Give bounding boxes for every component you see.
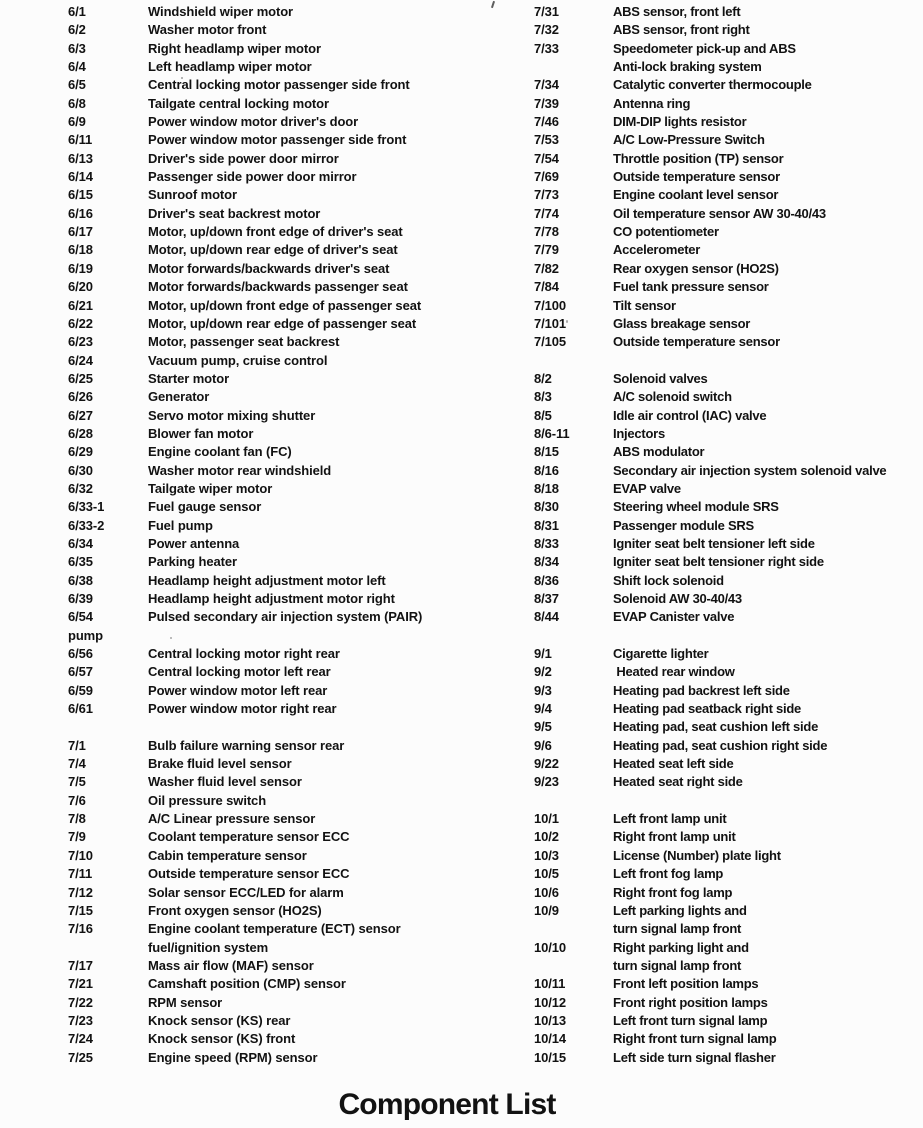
component-code: 7/1 <box>68 737 86 753</box>
component-code: 8/44 <box>534 609 559 625</box>
component-code: 8/36 <box>534 572 559 588</box>
component-group <box>0 370 923 627</box>
component-description: Heating pad, seat cushion right side <box>613 737 828 753</box>
component-code: 6/25 <box>68 370 93 386</box>
component-description: ABS sensor, front right <box>613 22 750 38</box>
component-row <box>0 95 923 113</box>
component-code: 6/22 <box>68 315 93 331</box>
component-code: 6/3 <box>68 40 86 56</box>
component-code: 10/12 <box>534 994 567 1010</box>
component-code: 8/37 <box>534 591 559 606</box>
component-description: Speedometer pick-up and ABS <box>613 40 796 56</box>
component-row <box>0 994 923 1012</box>
component-code: 7/9 <box>68 829 86 845</box>
component-description: Catalytic converter thermocouple <box>613 77 812 93</box>
component-code: 6/34 <box>68 535 93 551</box>
component-code: pump <box>68 627 103 643</box>
component-code: 10/1 <box>534 811 559 827</box>
component-description: Left headlamp wiper motor <box>148 59 312 75</box>
component-group <box>0 810 923 1067</box>
component-row <box>0 443 923 461</box>
component-description: A/C solenoid switch <box>613 389 732 405</box>
component-description: Heated rear window <box>613 664 735 680</box>
component-description: Motor forwards/backwards driver's seat <box>148 260 390 276</box>
component-description: ABS sensor, front left <box>613 4 741 19</box>
component-description: turn signal lamp front <box>613 921 742 937</box>
component-code: 7/6 <box>68 792 86 808</box>
component-code: 6/26 <box>68 389 93 405</box>
component-code: 9/6 <box>534 737 552 753</box>
component-description: Left front fog lamp <box>613 866 724 882</box>
component-description: Camshaft position (CMP) sensor <box>148 976 346 992</box>
component-description: Passenger module SRS <box>613 517 754 533</box>
component-row <box>0 1012 923 1030</box>
component-description: Central locking motor left rear <box>148 664 331 680</box>
component-code: 6/18 <box>68 242 93 258</box>
component-description: License (Number) plate light <box>613 847 781 863</box>
component-row <box>0 957 923 975</box>
component-code: 8/31 <box>534 517 559 533</box>
component-row <box>0 131 923 149</box>
component-description: Fuel gauge sensor <box>148 499 262 515</box>
component-code: 10/3 <box>534 847 559 863</box>
component-row <box>0 884 923 902</box>
component-code: 7/10 <box>68 847 93 863</box>
component-description: Motor, up/down rear edge of driver's seat <box>148 242 398 258</box>
component-code: 7/32 <box>534 22 559 38</box>
component-description: Central locking motor right rear <box>148 646 340 662</box>
component-description: Igniter seat belt tensioner left side <box>613 535 815 551</box>
component-description: Rear oxygen sensor (HO2S) <box>613 260 779 276</box>
component-description: Passenger side power door mirror <box>148 169 357 185</box>
component-code: 7/74 <box>534 205 559 221</box>
component-row <box>0 150 923 168</box>
right-column <box>0 3 923 1067</box>
component-row <box>0 278 923 296</box>
component-description: Motor, up/down front edge of passenger seat <box>148 297 422 313</box>
component-description: Washer motor front <box>148 22 267 38</box>
component-description: CO potentiometer <box>613 224 719 240</box>
component-code: 6/54 <box>68 609 93 625</box>
component-row <box>0 407 923 425</box>
component-description: Knock sensor (KS) front <box>148 1031 296 1047</box>
component-row <box>0 572 923 590</box>
component-description: Steering wheel module SRS <box>613 499 779 515</box>
component-code: 8/2 <box>534 370 552 386</box>
component-description: Central locking motor passenger side front <box>148 77 410 93</box>
component-code: 6/17 <box>68 224 93 240</box>
component-code: 7/46 <box>534 114 559 130</box>
component-description: Blower fan motor <box>148 425 254 441</box>
component-description: Engine coolant level sensor <box>613 187 779 203</box>
component-description: Right headlamp wiper motor <box>148 40 321 56</box>
component-description: Vacuum pump, cruise control <box>148 352 328 368</box>
component-code: 6/32 <box>68 480 93 496</box>
component-description: EVAP Canister valve <box>613 609 735 625</box>
component-description: Motor forwards/backwards passenger seat <box>148 279 408 295</box>
component-code: 10/2 <box>534 829 559 845</box>
component-description: A/C Linear pressure sensor <box>148 811 316 827</box>
component-code: 6/30 <box>68 462 93 478</box>
component-description: Accelerometer <box>613 242 701 258</box>
component-description: Motor, up/down rear edge of passenger seat <box>148 315 417 331</box>
component-row <box>0 902 923 920</box>
component-row <box>0 847 923 865</box>
component-code: 10/9 <box>534 902 559 918</box>
component-code: 6/13 <box>68 150 93 166</box>
component-code: 7/16 <box>68 921 93 937</box>
component-description: Power window motor left rear <box>148 682 328 698</box>
component-row <box>0 737 923 755</box>
component-row <box>0 975 923 993</box>
page-title: Component List <box>338 1088 556 1121</box>
component-code: 7/69 <box>534 169 559 185</box>
component-description: Solenoid AW 30-40/43 <box>613 591 742 606</box>
component-code: 6/59 <box>68 682 93 698</box>
component-code: 7/33 <box>534 40 559 56</box>
component-code: 6/21 <box>68 297 93 313</box>
component-code: 10/6 <box>534 884 559 900</box>
component-code: 6/9 <box>68 114 86 130</box>
component-row <box>0 517 923 535</box>
component-description: Driver's seat backrest motor <box>148 205 321 221</box>
component-description: Engine coolant fan (FC) <box>148 444 292 460</box>
component-description: Solar sensor ECC/LED for alarm <box>148 884 344 900</box>
component-description: Left parking lights and <box>613 902 747 918</box>
component-row <box>0 40 923 58</box>
component-code: 7/8 <box>68 811 86 827</box>
component-code: 7/31 <box>534 4 559 19</box>
component-description: Motor, passenger seat backrest <box>148 334 340 350</box>
component-code: 9/22 <box>534 756 559 772</box>
component-description: Front left position lamps <box>613 976 759 992</box>
component-description: Knock sensor (KS) rear <box>148 1012 291 1028</box>
component-row <box>0 590 923 608</box>
component-row <box>0 682 923 700</box>
component-code: 6/57 <box>68 664 93 680</box>
component-description: Pulsed secondary air injection system (PAIR) <box>148 609 423 625</box>
component-description: Power window motor passenger side front <box>148 132 407 148</box>
component-description: Solenoid valves <box>613 370 708 386</box>
component-code: 6/14 <box>68 169 93 185</box>
component-code: 6/38 <box>68 572 93 588</box>
component-code: 8/5 <box>534 407 552 423</box>
component-description: Washer motor rear windshield <box>148 462 332 478</box>
component-description: Generator <box>148 389 210 405</box>
component-code: 10/13 <box>534 1012 567 1028</box>
component-description: Igniter seat belt tensioner right side <box>613 554 824 570</box>
component-code: 8/30 <box>534 499 559 515</box>
component-code: 6/8 <box>68 95 86 111</box>
component-description: Front right position lamps <box>613 994 768 1010</box>
component-description: Right front lamp unit <box>613 829 736 845</box>
component-group <box>0 3 923 352</box>
component-description: A/C Low-Pressure Switch <box>613 132 765 148</box>
component-code: 7/22 <box>68 994 93 1010</box>
component-description: Power window motor driver's door <box>148 114 359 130</box>
component-description: Fuel tank pressure sensor <box>613 279 769 295</box>
component-code: 8/6-11 <box>534 425 570 441</box>
component-description: Headlamp height adjustment motor right <box>148 591 395 606</box>
component-description: Servo motor mixing shutter <box>148 407 316 423</box>
component-code: 9/1 <box>534 646 552 662</box>
component-code: 9/4 <box>534 701 552 717</box>
component-description: Engine speed (RPM) sensor <box>148 1049 318 1065</box>
component-description: Heated seat right side <box>613 774 743 790</box>
component-description: Tailgate wiper motor <box>148 480 273 496</box>
component-code: 7/11 <box>68 866 93 882</box>
component-description: Tilt sensor <box>613 297 676 313</box>
component-row <box>0 645 923 663</box>
component-description: Heating pad seatback right side <box>613 701 802 717</box>
component-row <box>0 113 923 131</box>
component-code: 8/33 <box>534 535 559 551</box>
component-code: 9/5 <box>534 719 552 735</box>
component-code: 7/12 <box>68 884 93 900</box>
component-row <box>0 58 923 76</box>
component-code: 6/61 <box>68 701 93 717</box>
component-code: 10/5 <box>534 866 559 882</box>
component-row <box>0 462 923 480</box>
component-code: 7/73 <box>534 187 559 203</box>
component-row <box>0 223 923 241</box>
component-code: 7/54 <box>534 150 559 166</box>
component-code: 9/23 <box>534 774 559 790</box>
component-row <box>0 186 923 204</box>
component-row <box>0 700 923 718</box>
component-code: 10/10 <box>534 939 567 955</box>
component-description: Engine coolant temperature (ECT) sensor <box>148 921 401 937</box>
component-row <box>0 297 923 315</box>
component-description: Outside temperature sensor <box>613 334 780 350</box>
component-description: Parking heater <box>148 554 237 570</box>
component-description: fuel/ignition system <box>148 939 269 955</box>
component-description: Antenna ring <box>613 95 691 111</box>
component-description: Motor, up/down front edge of driver's seat <box>148 224 403 240</box>
component-code: 6/24 <box>68 352 93 368</box>
component-code: 8/15 <box>534 444 559 460</box>
component-code: 7/39 <box>534 95 559 111</box>
component-code: 7/15 <box>68 902 93 918</box>
component-code: 7/78 <box>534 224 559 240</box>
component-row <box>0 553 923 571</box>
component-description: Left front lamp unit <box>613 811 727 827</box>
component-description: Anti-lock braking system <box>613 59 762 75</box>
component-row <box>0 755 923 773</box>
component-description: DIM-DIP lights resistor <box>613 114 747 130</box>
component-description: Heating pad backrest left side <box>613 682 790 698</box>
component-code: 7/84 <box>534 279 559 295</box>
component-description: Right front fog lamp <box>613 884 733 900</box>
component-group <box>0 645 923 792</box>
component-description: Heated seat left side <box>613 756 734 772</box>
component-description: Coolant temperature sensor ECC <box>148 829 350 845</box>
component-code: 9/2 <box>534 664 552 680</box>
component-description: Cigarette lighter <box>613 646 709 662</box>
component-code: 6/1 <box>68 4 86 19</box>
component-row <box>0 535 923 553</box>
component-description: Oil pressure switch <box>148 792 267 808</box>
component-description: EVAP valve <box>613 480 681 496</box>
component-description: Injectors <box>613 425 665 441</box>
component-code: 6/20 <box>68 279 93 295</box>
component-description: RPM sensor <box>148 994 223 1010</box>
component-description: Heating pad, seat cushion left side <box>613 719 819 735</box>
component-row <box>0 315 923 333</box>
component-code: 6/33-2 <box>68 517 105 533</box>
component-description: Power antenna <box>148 535 240 551</box>
component-description: Throttle position (TP) sensor <box>613 150 784 166</box>
component-description: Brake fluid level sensor <box>148 756 292 772</box>
component-row <box>0 425 923 443</box>
component-row <box>0 608 923 626</box>
component-code: 7/17 <box>68 957 93 973</box>
component-description: turn signal lamp front <box>613 957 742 973</box>
component-description: Sunroof motor <box>148 187 237 203</box>
component-description: Secondary air injection system solenoid valve <box>613 462 887 478</box>
component-row <box>0 333 923 351</box>
component-row <box>0 773 923 791</box>
component-row <box>0 260 923 278</box>
component-code: 6/33-1 <box>68 499 105 515</box>
component-code: 7/25 <box>68 1049 93 1065</box>
component-row <box>0 241 923 259</box>
component-description: Power window motor right rear <box>148 701 337 717</box>
component-code: 8/34 <box>534 554 559 570</box>
component-code: 7/79 <box>534 242 559 258</box>
component-description: Front oxygen sensor (HO2S) <box>148 902 322 918</box>
component-description: Driver's side power door mirror <box>148 150 339 166</box>
component-row <box>0 480 923 498</box>
component-row <box>0 21 923 39</box>
component-code: 6/4 <box>68 59 86 75</box>
component-description: Bulb failure warning sensor rear <box>148 737 345 753</box>
component-description: Outside temperature sensor <box>613 169 780 185</box>
component-row <box>0 920 923 938</box>
component-row <box>0 1049 923 1067</box>
component-row <box>0 939 923 957</box>
component-code: 6/35 <box>68 554 93 570</box>
component-row <box>0 810 923 828</box>
component-code: 7/101 <box>534 315 567 331</box>
component-code: 6/11 <box>68 132 93 148</box>
component-description: Oil temperature sensor AW 30-40/43 <box>613 205 826 221</box>
component-description: Fuel pump <box>148 517 213 533</box>
component-description: Glass breakage sensor <box>613 315 751 331</box>
component-row <box>0 498 923 516</box>
component-code: 6/56 <box>68 646 93 662</box>
component-description: Mass air flow (MAF) sensor <box>148 957 314 973</box>
component-description: Left side turn signal flasher <box>613 1049 776 1065</box>
component-row <box>0 370 923 388</box>
component-code: 6/19 <box>68 260 93 276</box>
component-row <box>0 1030 923 1048</box>
component-description: Left front turn signal lamp <box>613 1012 768 1028</box>
component-code: 7/5 <box>68 774 86 790</box>
component-code: 7/21 <box>68 976 93 992</box>
component-row <box>0 865 923 883</box>
component-code: 6/2 <box>68 22 86 38</box>
component-code: 10/14 <box>534 1031 567 1047</box>
component-description: Windshield wiper motor <box>148 4 294 19</box>
component-code: 8/16 <box>534 462 559 478</box>
component-code: 7/82 <box>534 260 559 276</box>
component-row <box>0 663 923 681</box>
component-row <box>0 205 923 223</box>
component-row <box>0 168 923 186</box>
component-code: 7/34 <box>534 77 559 93</box>
component-code: 6/15 <box>68 187 93 203</box>
component-description: Cabin temperature sensor <box>148 847 307 863</box>
component-code: 7/100 <box>534 297 567 313</box>
component-row <box>0 3 923 21</box>
component-code: 6/39 <box>68 591 93 606</box>
component-description: Outside temperature sensor ECC <box>148 866 350 882</box>
component-code: 8/18 <box>534 480 559 496</box>
component-code: 6/16 <box>68 205 93 221</box>
component-description: Right parking light and <box>613 939 749 955</box>
component-code: 6/27 <box>68 407 93 423</box>
component-description: Washer fluid level sensor <box>148 774 302 790</box>
component-description: Shift lock solenoid <box>613 572 724 588</box>
component-description: ABS modulator <box>613 444 705 460</box>
component-description: Starter motor <box>148 370 230 386</box>
component-description: Right front turn signal lamp <box>613 1031 777 1047</box>
component-code: 8/3 <box>534 389 552 405</box>
component-code: 7/24 <box>68 1031 93 1047</box>
component-description: Idle air control (IAC) valve <box>613 407 767 423</box>
component-code: 7/23 <box>68 1012 93 1028</box>
component-code: 10/15 <box>534 1049 567 1065</box>
component-description: Headlamp height adjustment motor left <box>148 572 386 588</box>
component-code: 10/11 <box>534 976 566 992</box>
component-code: 7/105 <box>534 334 567 350</box>
component-row <box>0 76 923 94</box>
component-code: 9/3 <box>534 682 552 698</box>
component-code: 6/28 <box>68 425 93 441</box>
component-code: 6/23 <box>68 334 93 350</box>
component-code: 7/53 <box>534 132 559 148</box>
component-code: 6/5 <box>68 77 86 93</box>
component-code: 7/4 <box>68 756 86 772</box>
component-row <box>0 388 923 406</box>
component-row <box>0 828 923 846</box>
component-code: 6/29 <box>68 444 93 460</box>
component-row <box>0 718 923 736</box>
component-description: Tailgate central locking motor <box>148 95 329 111</box>
